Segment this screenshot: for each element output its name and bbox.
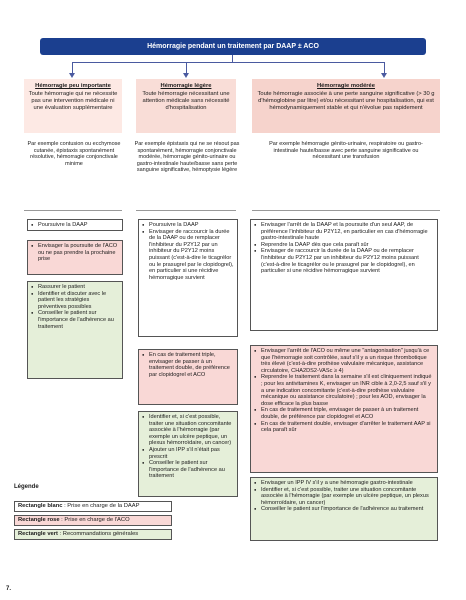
moderate-general-item: ● Envisager un IPP IV s'il y a une hémorragie gastro-intestinale: [254, 480, 434, 487]
light-aco-item: ● En cas de traitement triple, envisager de passer à un traitement double, de préférence par clopidogrel et ACO: [142, 352, 234, 378]
moderate-daap-item: ● Envisager de raccourcir la durée de la DAAP ou de remplacer l'inhibiteur du P2Y12 par un inhibiteur du P2Y12 moins puissant (c'est-à-dire le ticagrélor ou le prasugrel par le clopidogrel), en particulier si une récidive hémorragique survient: [254, 248, 434, 274]
legend-pink-label: Rectangle rose: [18, 517, 60, 523]
moderate-daap-box: [250, 219, 438, 331]
moderate-general-item: ● Identifier et, si c'est possible, traiter une situation concomitante associée à l'hémorragie (par exemple un ulcère peptique, un plexus hémorroïdaire, un cancer): [254, 487, 434, 507]
moderate-aco-box: [250, 345, 438, 473]
severity-light-heading: Hémorragie légère: [160, 83, 212, 89]
moderate-aco-item: ● En cas de traitement triple, envisager de passer à un traitement double, de préférence par clopidogrel et ACO: [254, 407, 434, 420]
arrow-light: [183, 73, 189, 78]
arrow-moderate: [381, 73, 387, 78]
moderate-aco-item: ● En cas de traitement double, envisager d'arrêter le traitement AAP si cela paraît sûr: [254, 421, 434, 434]
legend-green-label: Rectangle vert: [18, 531, 58, 537]
legend-white-label: Rectangle blanc: [18, 503, 63, 509]
flowchart-title: Hémorragie pendant un traitement par DAAP ± ACO: [40, 38, 426, 55]
light-daap-box: [138, 219, 238, 337]
legend-title: Légende: [14, 484, 39, 490]
light-general-item: ● Ajouter un IPP s'il n'était pas prescrit: [142, 447, 234, 460]
legend-white-text: : Prise en charge de la DAAP: [62, 503, 140, 509]
severity-mild-description: Toute hémorragie qui ne nécessite pas une intervention médicale ni une évaluation supplémentaire: [28, 91, 118, 111]
mild-general-item: ● Conseiller le patient sur l'importance de l'adhérence au traitement: [31, 310, 119, 330]
light-general-box: [138, 411, 238, 497]
severity-mild-heading: Hémorragie peu importante: [35, 83, 111, 89]
mild-general-box: [27, 281, 123, 379]
legend-pink-text: : Prise en charge de l'ACO: [59, 517, 130, 523]
divider-mild: [24, 210, 122, 211]
divider-moderate: [252, 210, 440, 211]
severity-light-examples: Par exemple épistaxis qui ne se résout pas spontanément, hémorragie conjonctivale modérée, hémorragie génito-urinaire ou gastro-intestinale haute/basse sans perte sanguine significative, hémoptysie légère: [134, 141, 240, 174]
light-aco-box: [138, 349, 238, 405]
connector-trunk: [232, 55, 233, 62]
moderate-aco-item: ● Envisager l'arrêt de l'ACO ou même une "antagonisation" jusqu'à ce que l'hémorragie soit contrôlée, sauf s'il y a un risque thrombotique très élevé (c'est-à-dire prothèse valvulaire mécanique, assistance circulatoire, CHA2DS2-VASc ≥ 4): [254, 348, 434, 374]
divider-light: [136, 210, 236, 211]
moderate-general-box: [250, 477, 438, 541]
severity-mild-box: [24, 79, 122, 133]
connector-horizontal: [72, 62, 384, 63]
severity-light-description: Toute hémorragie nécessitant une attention médicale sans nécessité d'hospitalisation: [142, 91, 230, 111]
light-daap-item: ● Poursuivre la DAAP: [142, 222, 234, 229]
light-daap-item: ● Envisager de raccourcir la durée de la DAAP ou de remplacer l'inhibiteur du P2Y12 par un inhibiteur du P2Y12 moins puissant (c'est-à-dire le ticagrélor ou le prasugrel par le clopidogrel), en particulier si une récidive hémorragique survient: [142, 229, 234, 282]
severity-mild-examples: Par exemple contusion ou ecchymose cutanée, épistaxis spontanément résolutive, hémorragie conjonctivale minime: [27, 141, 121, 167]
mild-daap-item: ● Poursuivre la DAAP: [31, 222, 119, 229]
arrow-mild: [69, 73, 75, 78]
mild-aco-item: ● Envisager la poursuite de l'ACO ou ne pas prendre la prochaine prise: [31, 243, 119, 263]
legend-green: [14, 529, 172, 540]
moderate-daap-item: ● Envisager l'arrêt de la DAAP et la poursuite d'un seul AAP, de préférence l'inhibiteur du P2Y12, en particulier en cas d'hémorragie gastro-intestinale haute: [254, 222, 434, 242]
mild-general-item: ● Identifier et discuter avec le patient les stratégies préventives possibles: [31, 291, 119, 311]
page-footnote: 7.: [6, 586, 12, 592]
severity-moderate-description: Toute hémorragie associée à une perte sanguine significative (> 30 g d'hémoglobine par litre) et/ou nécessitant une hospitalisation, qui est hémodynamiquement stable et qui n'évolue pas rapidement: [257, 91, 435, 111]
moderate-general-item: ● Conseiller le patient sur l'importance de l'adhérence au traitement: [254, 506, 434, 513]
mild-general-item: ● Rassurer le patient: [31, 284, 119, 291]
light-general-item: ● Identifier et, si c'est possible, traiter une situation concomitante associée à l'hémorragie (par exemple un ulcère peptique, un plexus hémorroïdaire, un cancer): [142, 414, 234, 447]
moderate-aco-item: ● Reprendre le traitement dans la semaine s'il est cliniquement indiqué ; pour les antivitamines K, envisager un INR cible à 2,0-2,5 sauf s'il y a une indication concomitante (c'est-à-dire prothèse valvulaire mécanique ou assistance circulatoire) ; pour les AOD, envisager la dose efficace la plus basse: [254, 374, 434, 407]
severity-moderate-box: [252, 79, 440, 133]
mild-daap-box: [27, 219, 123, 231]
mild-aco-box: [27, 240, 123, 275]
severity-moderate-heading: Hémorragie modérée: [317, 83, 375, 89]
severity-light-box: [136, 79, 236, 133]
severity-moderate-examples: Par exemple hémorragie génito-urinaire, respiratoire ou gastro-intestinale haute/basse avec perte sanguine significative ou nécessitant une transfusion: [269, 141, 423, 161]
light-general-item: ● Conseiller le patient sur l'importance de l'adhérence au traitement: [142, 460, 234, 480]
legend-white: [14, 501, 172, 512]
legend-pink: [14, 515, 172, 526]
moderate-daap-item: ● Reprendre la DAAP dès que cela paraît sûr: [254, 242, 434, 249]
legend-green-text: : Recommandations générales: [57, 531, 139, 537]
